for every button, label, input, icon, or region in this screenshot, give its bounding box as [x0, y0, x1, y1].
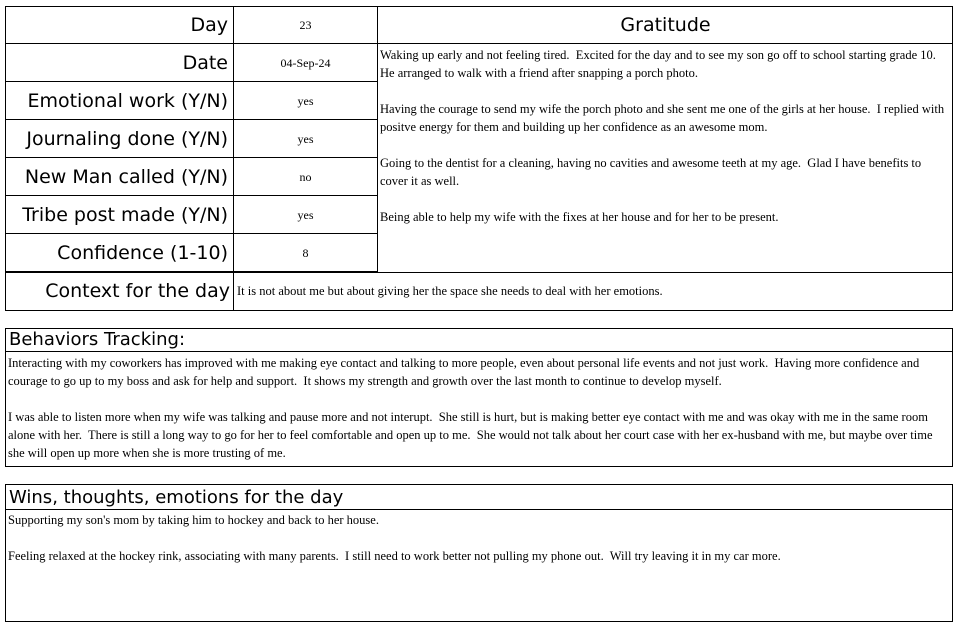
day-value: 23 [234, 6, 378, 44]
wins-entry: Feeling relaxed at the hockey rink, associating with many parents. I still need to work better not pulling my phone out. Will try leaving it in my car more. [8, 549, 781, 563]
context-label: Context for the day [5, 272, 234, 311]
day-label: Day [5, 6, 234, 44]
behaviors-section [5, 328, 953, 467]
gratitude-entry: Having the courage to send my wife the porch photo and she sent me one of the girls at her house. I replied with positve energy for them and building up her confidence as an awesome mom. [380, 102, 948, 134]
gratitude-title: Gratitude [378, 6, 953, 44]
context-value: It is not about me but about giving her the space she needs to deal with her emotions. [237, 284, 663, 298]
wins-title: Wins, thoughts, emotions for the day [6, 485, 952, 510]
gratitude-entry: Going to the dentist for a cleaning, having no cavities and awesome teeth at my age. Glad I have benefits to cover it as well. [380, 156, 925, 188]
behaviors-title: Behaviors Tracking: [6, 329, 952, 352]
emotional-work-label: Emotional work (Y/N) [5, 82, 234, 120]
new-man-called-label: New Man called (Y/N) [5, 158, 234, 196]
date-label: Date [5, 44, 234, 82]
behavior-entry: Interacting with my coworkers has improved with me making eye contact and talking to more people, even about personal life events and not just work. Having more confidence and courage to go up to my boss and ask for help and support. It shows my strength and growth over the last month to continue to develop myself. [8, 356, 923, 388]
wins-body [6, 510, 952, 565]
date-value: 04-Sep-24 [234, 44, 378, 82]
emotional-work-value: yes [234, 82, 378, 120]
behavior-entry: I was able to listen more when my wife was talking and pause more and not interupt. She still is hurt, but is making better eye contact with me and was okay with me in the same room alone with her. There is still a long way to go for her to feel comfortable and open up to me. She would not talk about her court case with her ex-husband with me, but maybe over time she will open up more when she is more trusting of me. [8, 410, 936, 460]
behaviors-body [6, 352, 952, 462]
gratitude-entry: Being able to help my wife with the fixes at her house and for her to be present. [380, 210, 779, 224]
wins-entry: Supporting my son's mom by taking him to hockey and back to her house. [8, 513, 379, 527]
gratitude-entry: Waking up early and not feeling tired. Excited for the day and to see my son go off to school starting grade 10. He arranged to walk with a friend after snapping a porch photo. [380, 48, 943, 80]
tribe-post-made-label: Tribe post made (Y/N) [5, 196, 234, 234]
confidence-label: Confidence (1-10) [5, 234, 234, 272]
wins-section [5, 484, 953, 622]
tribe-post-made-value: yes [234, 196, 378, 234]
journaling-done-label: Journaling done (Y/N) [5, 120, 234, 158]
journaling-done-value: yes [234, 120, 378, 158]
new-man-called-value: no [234, 158, 378, 196]
confidence-value: 8 [234, 234, 378, 272]
gratitude-body [380, 46, 950, 272]
